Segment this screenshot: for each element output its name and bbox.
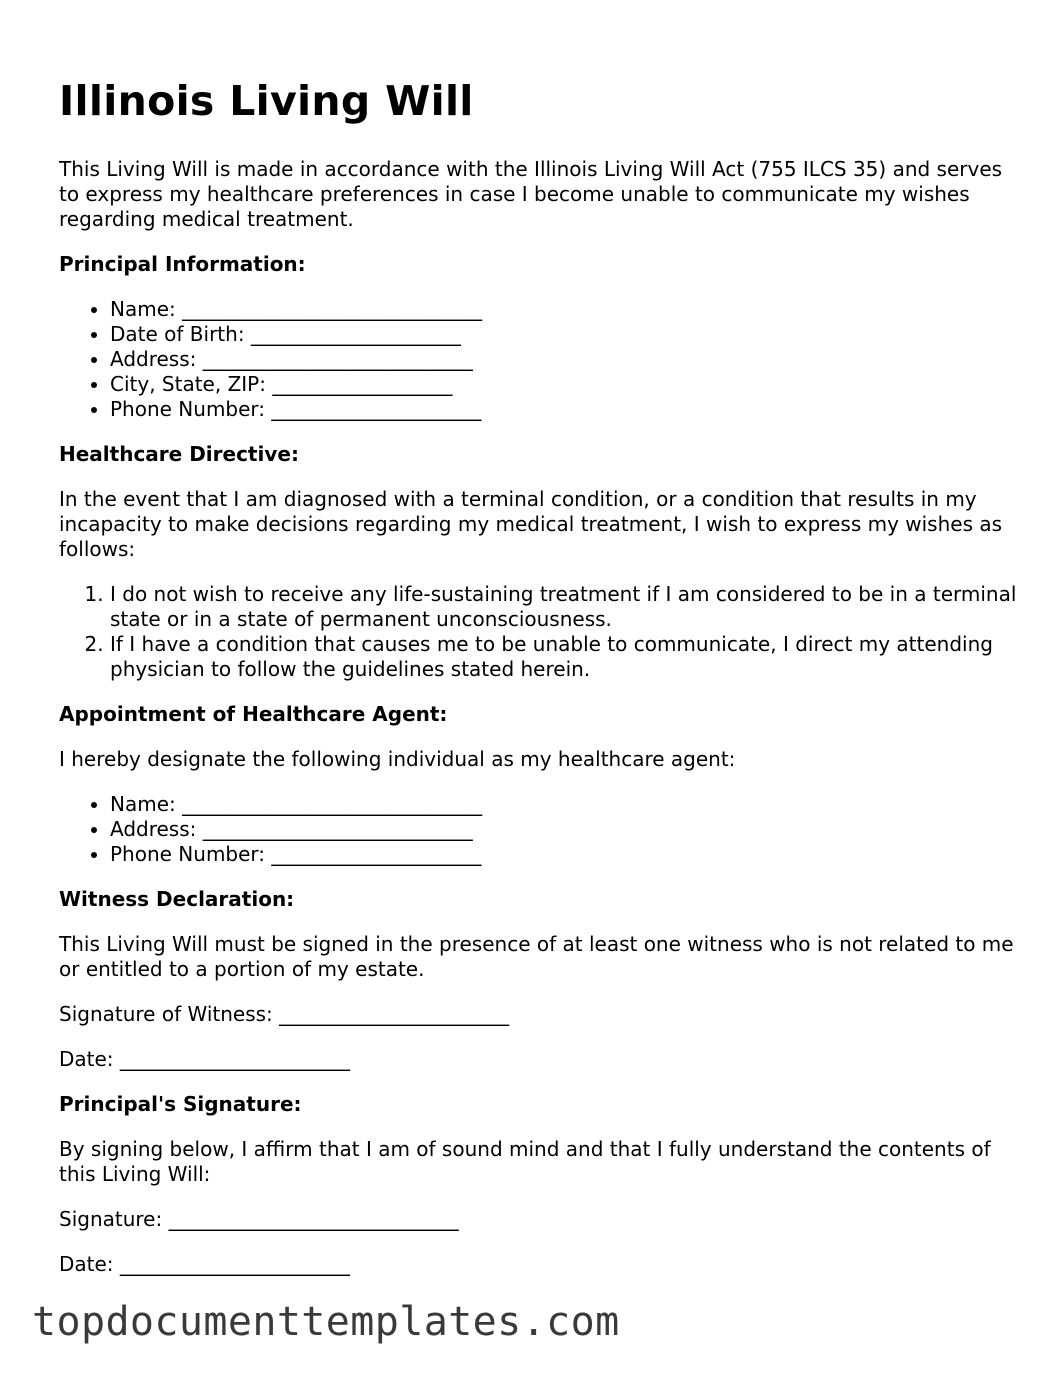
agent-paragraph: I hereby designate the following individual as my healthcare agent: [59, 747, 736, 771]
principal-address-field: • Address: ___________________________ [110, 347, 1019, 372]
principal-phone-field: • Phone Number: _____________________ [110, 397, 1019, 422]
agent-phone-field: • Phone Number: _____________________ [110, 842, 1019, 867]
directive-item: 2. If I have a condition that causes me to be unable to communicate, I direct my attending physician to follow the guidelines stated herein. [110, 632, 1019, 682]
document-title: Illinois Living Will [59, 77, 474, 125]
directive-paragraph: In the event that I am diagnosed with a terminal condition, or a condition that results in my incapacity to make decisions regarding my medical treatment, I wish to express my wishes as follows: [59, 487, 1003, 561]
witness-signature-line: Signature of Witness: _______________________ [59, 1002, 510, 1026]
principal-info-heading: Principal Information: [59, 252, 306, 276]
document-page [59, 76, 1019, 1297]
principal-info-list [59, 297, 1019, 422]
directive-list [59, 582, 1019, 682]
watermark: topdocumenttemplates.com [32, 1299, 620, 1345]
directive-heading: Healthcare Directive: [59, 442, 299, 466]
principal-city-field: • City, State, ZIP: __________________ [110, 372, 1019, 397]
agent-heading: Appointment of Healthcare Agent: [59, 702, 448, 726]
principal-name-field: • Name: ______________________________ [110, 297, 1019, 322]
principal-dob-field: • Date of Birth: _____________________ [110, 322, 1019, 347]
intro-paragraph: This Living Will is made in accordance with the Illinois Living Will Act (755 ILCS 35) and serves to express my healthcare preferences in case I become unable to communicate my wishes regarding medical treatment. [59, 157, 1003, 231]
witness-date-line: Date: _______________________ [59, 1047, 350, 1071]
principal-signature-paragraph: By signing below, I affirm that I am of sound mind and that I fully understand the contents of this Living Will: [59, 1137, 991, 1186]
agent-name-field: • Name: ______________________________ [110, 792, 1019, 817]
principal-date-line: Date: _______________________ [59, 1252, 350, 1276]
witness-paragraph: This Living Will must be signed in the presence of at least one witness who is not related to me or entitled to a portion of my estate. [59, 932, 1014, 981]
principal-signature-heading: Principal's Signature: [59, 1092, 302, 1116]
witness-heading: Witness Declaration: [59, 887, 295, 911]
agent-list [59, 792, 1019, 867]
principal-signature-line: Signature: _____________________________ [59, 1207, 459, 1231]
agent-address-field: • Address: ___________________________ [110, 817, 1019, 842]
directive-item: 1. I do not wish to receive any life-sustaining treatment if I am considered to be in a terminal state or in a state of permanent unconsciousness. [110, 582, 1019, 632]
